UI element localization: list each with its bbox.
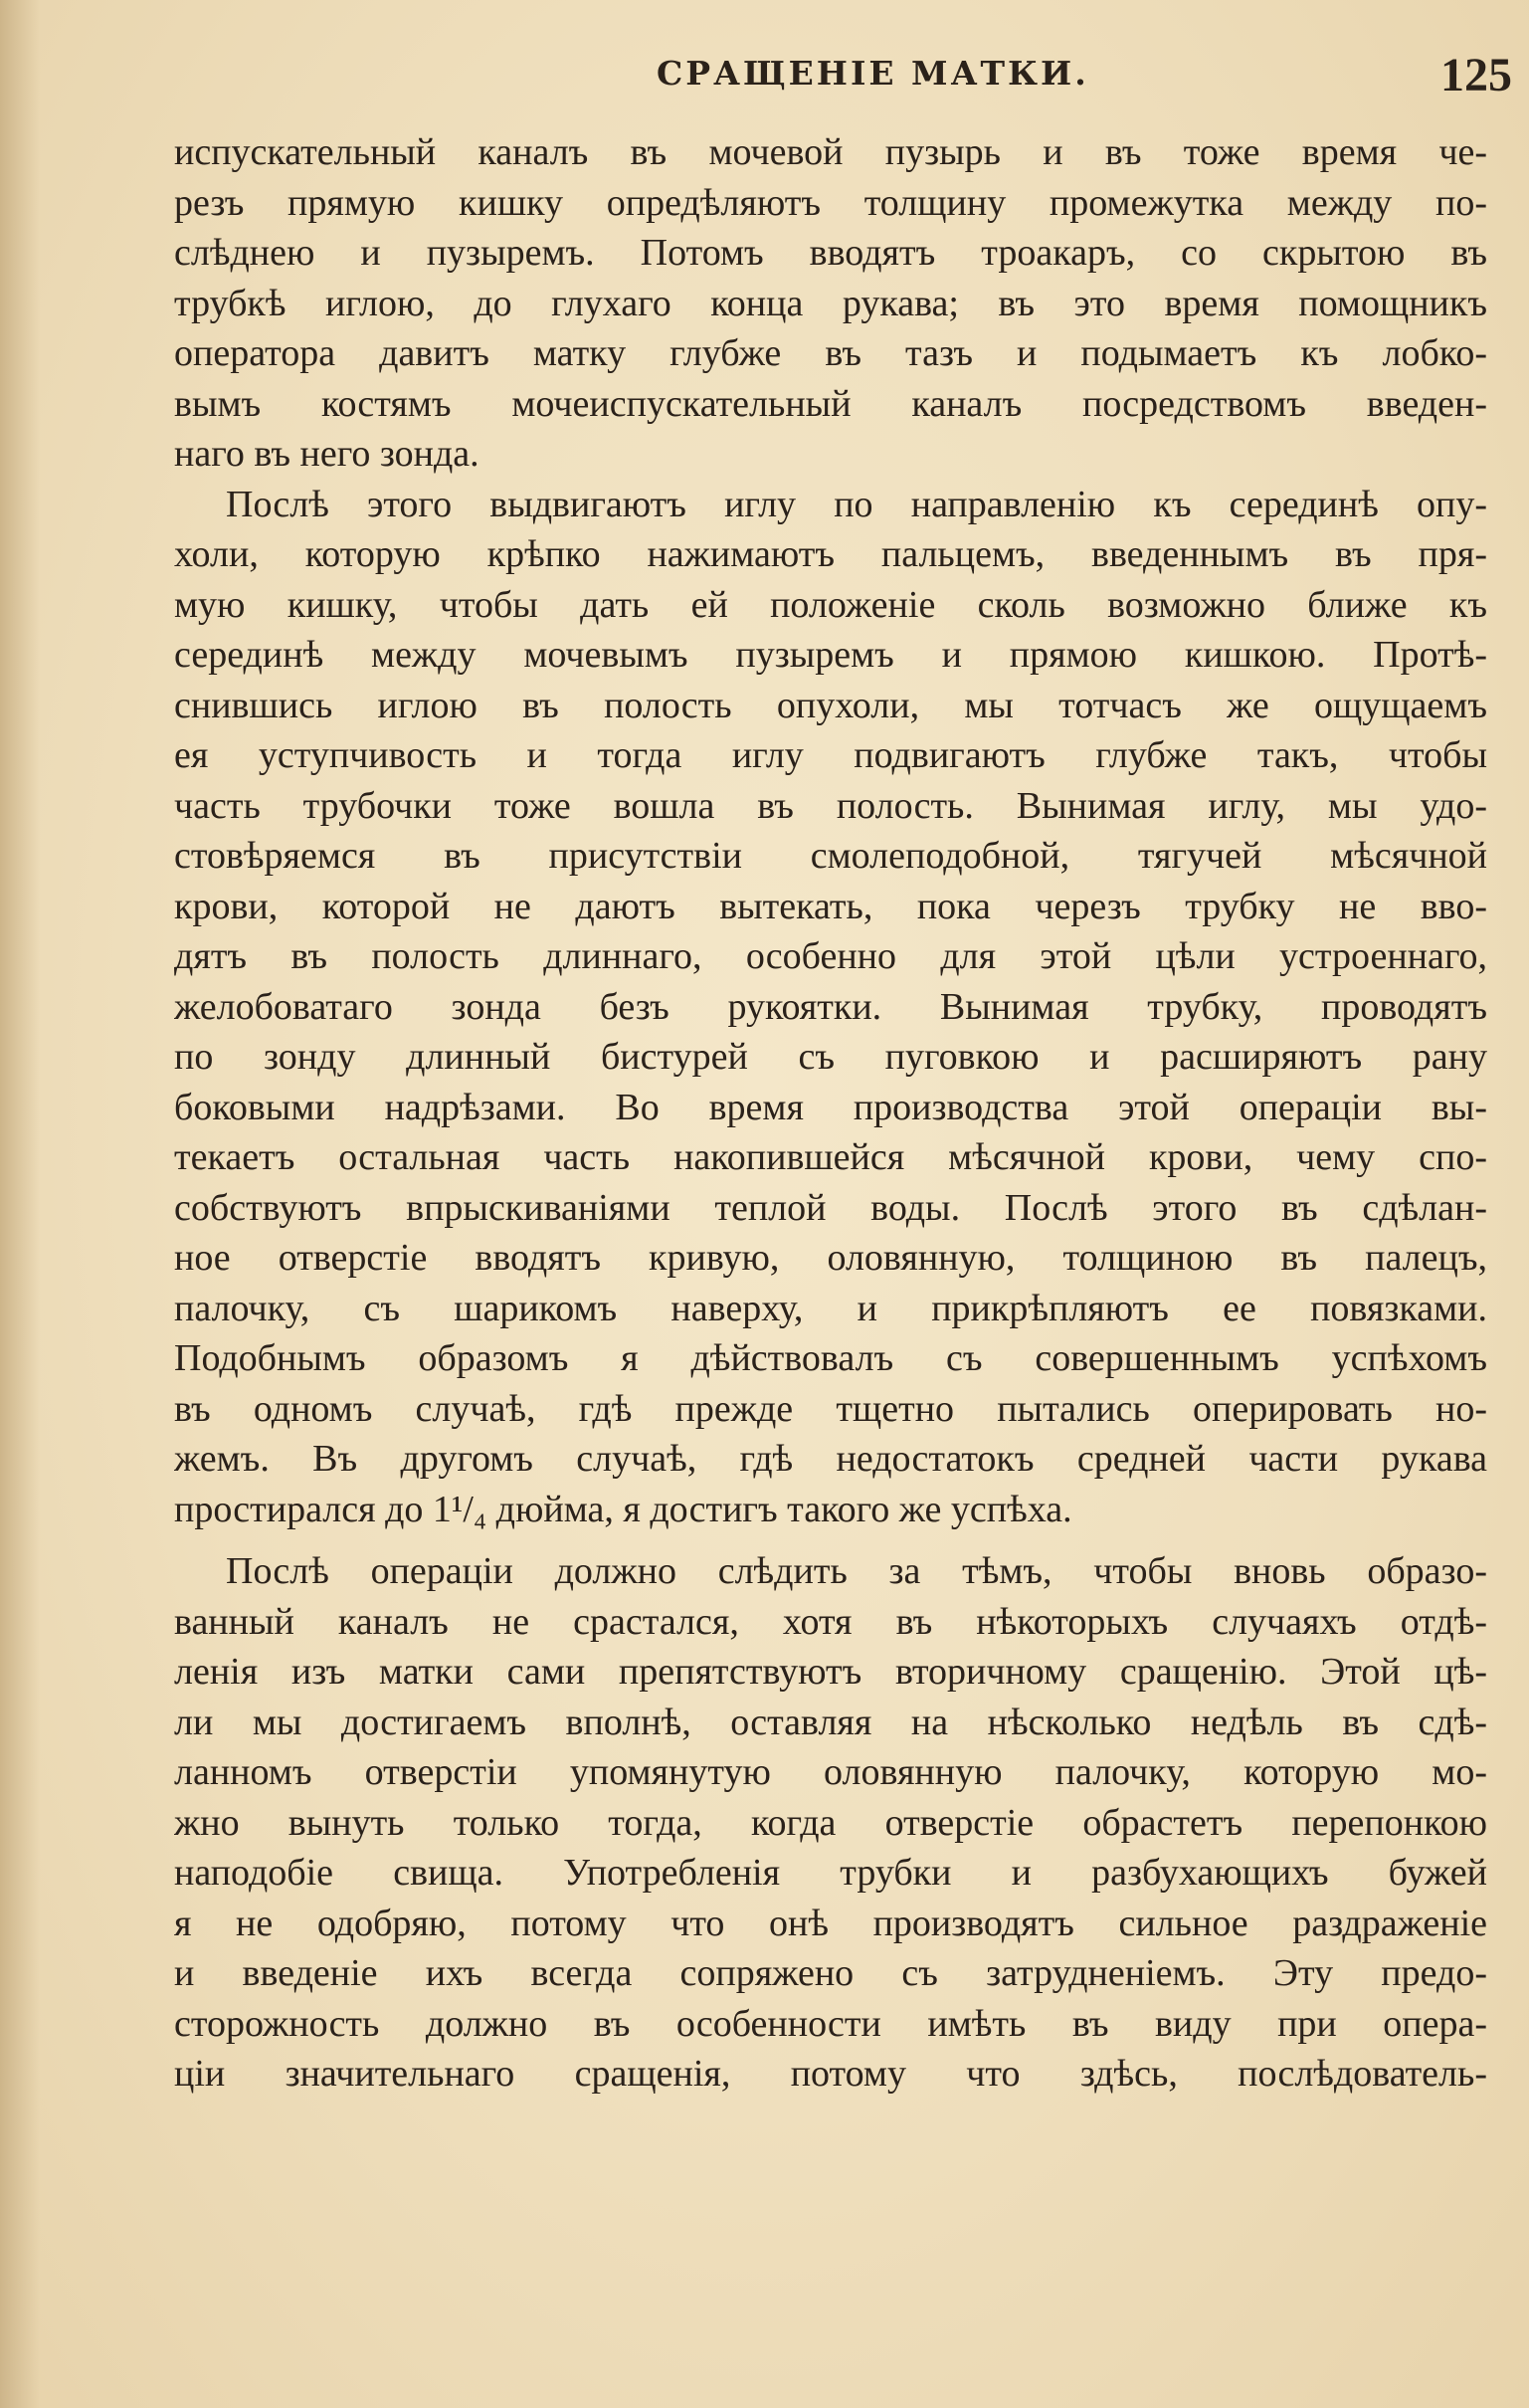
text-line: наго въ него зонда. bbox=[174, 433, 479, 475]
text-line: холи, которую крѣпко нажимаютъ пальцемъ, введеннымъ въ пря- bbox=[174, 533, 1487, 575]
text-line: стовѣряемся въ присутствіи смолеподобной, тягучей мѣсячной bbox=[174, 835, 1487, 877]
page-spine-shadow bbox=[0, 0, 40, 2408]
text-line: ленія изъ матки сами препятствуютъ вторичному сращенію. Этой цѣ- bbox=[174, 1651, 1487, 1693]
text-line: крови, которой не даютъ вытекать, пока черезъ трубку не вво- bbox=[174, 885, 1487, 927]
text-line: наподобіе свища. Употребленія трубки и разбухающихъ бужей bbox=[174, 1852, 1487, 1894]
body-text bbox=[174, 127, 1487, 2100]
text-line: собствуютъ впрыскиваніями теплой воды. Послѣ этого въ сдѣлан- bbox=[174, 1186, 1487, 1229]
text-line: по зонду длинный бистурей съ пуговкою и расширяютъ рану bbox=[174, 1036, 1487, 1078]
text-line: ея уступчивость и тогда иглу подвигаютъ глубже такъ, чтобы bbox=[174, 734, 1487, 776]
text-line: текаетъ остальная часть накопившейся мѣсячной крови, чему спо- bbox=[174, 1136, 1487, 1178]
text-line: снившись иглою въ полость опухоли, мы тотчасъ же ощущаемъ bbox=[174, 684, 1487, 726]
text-line: жно вынуть только тогда, когда отверстіе обрастетъ перепонкою bbox=[174, 1801, 1487, 1844]
text-line: ланномъ отверстіи упомянутую оловянную палочку, которую мо- bbox=[174, 1751, 1487, 1793]
text-line: Послѣ этого выдвигаютъ иглу по направленію къ серединѣ опу- bbox=[226, 483, 1487, 525]
page-number: 125 bbox=[1440, 49, 1512, 101]
text-line: ціи значительнаго сращенія, потому что здѣсь, послѣдователь- bbox=[174, 2053, 1487, 2095]
text-line: жемъ. Въ другомъ случаѣ, гдѣ недостатокъ средней части рукава bbox=[174, 1438, 1487, 1480]
text-line: часть трубочки тоже вошла въ полость. Вынимая иглу, мы удо- bbox=[174, 784, 1487, 827]
text-line: ванный каналъ не срастался, хотя въ нѣкоторыхъ случаяхъ отдѣ- bbox=[174, 1600, 1487, 1643]
running-head-title: СРАЩЕНІЕ МАТКИ. bbox=[657, 54, 1089, 93]
running-head bbox=[174, 48, 1512, 107]
text-line: слѣднею и пузыремъ. Потомъ вводятъ троакаръ, со скрытою въ bbox=[174, 232, 1487, 274]
text-line: ное отверстіе вводятъ кривую, оловянную, толщиною въ палецъ, bbox=[174, 1237, 1487, 1279]
text-line: трубкѣ иглою, до глухаго конца рукава; въ это время помощникъ bbox=[174, 282, 1487, 324]
text-line: вымъ костямъ мочеиспускательный каналъ посредствомъ введен- bbox=[174, 382, 1487, 425]
text-line: желобоватаго зонда безъ рукоятки. Вынимая трубку, проводятъ bbox=[174, 985, 1487, 1028]
paragraph-3 bbox=[174, 1546, 1487, 2100]
text-line: и введеніе ихъ всегда сопряжено съ затрудненіемъ. Эту предо- bbox=[174, 1952, 1487, 1994]
text-line: дятъ въ полость длиннаго, особенно для этой цѣли устроеннаго, bbox=[174, 935, 1487, 977]
text-line: мую кишку, чтобы дать ей положеніе сколь возможно ближе къ bbox=[174, 583, 1487, 626]
text-line: ли мы достигаемъ вполнѣ, оставляя на нѣсколько недѣль въ сдѣ- bbox=[174, 1701, 1487, 1743]
text-line: палочку, съ шарикомъ наверху, и прикрѣпляютъ ее повязками. bbox=[174, 1287, 1487, 1329]
text-line: оператора давитъ матку глубже въ тазъ и подымаетъ къ лобко- bbox=[174, 332, 1487, 374]
text-line: простирался до 1¹/₄ дюйма, я достигъ такого же успѣха. bbox=[174, 1488, 1072, 1530]
text-line: серединѣ между мочевымъ пузыремъ и прямою кишкою. Протѣ- bbox=[174, 634, 1487, 676]
text-line: испускательный каналъ въ мочевой пузырь и въ тоже время че- bbox=[174, 131, 1487, 173]
paragraph-1 bbox=[174, 127, 1487, 480]
text-line: Послѣ операціи должно слѣдить за тѣмъ, чтобы вновь образо- bbox=[226, 1550, 1487, 1592]
text-line: я не одобряю, потому что онѣ производятъ сильное раздраженіе bbox=[174, 1902, 1487, 1944]
paragraph-2 bbox=[174, 480, 1487, 1535]
text-line: Подобнымъ образомъ я дѣйствовалъ съ совершеннымъ успѣхомъ bbox=[174, 1337, 1487, 1379]
text-line: въ одномъ случаѣ, гдѣ прежде тщетно пытались оперировать но- bbox=[174, 1387, 1487, 1430]
paragraph-spacer bbox=[174, 1534, 1487, 1546]
text-line: резъ прямую кишку опредѣляютъ толщину промежутка между по- bbox=[174, 181, 1487, 224]
text-line: боковыми надрѣзами. Во время производства этой операціи вы- bbox=[174, 1086, 1487, 1128]
text-line: сторожность должно въ особенности имѣть въ виду при опера- bbox=[174, 2002, 1487, 2045]
